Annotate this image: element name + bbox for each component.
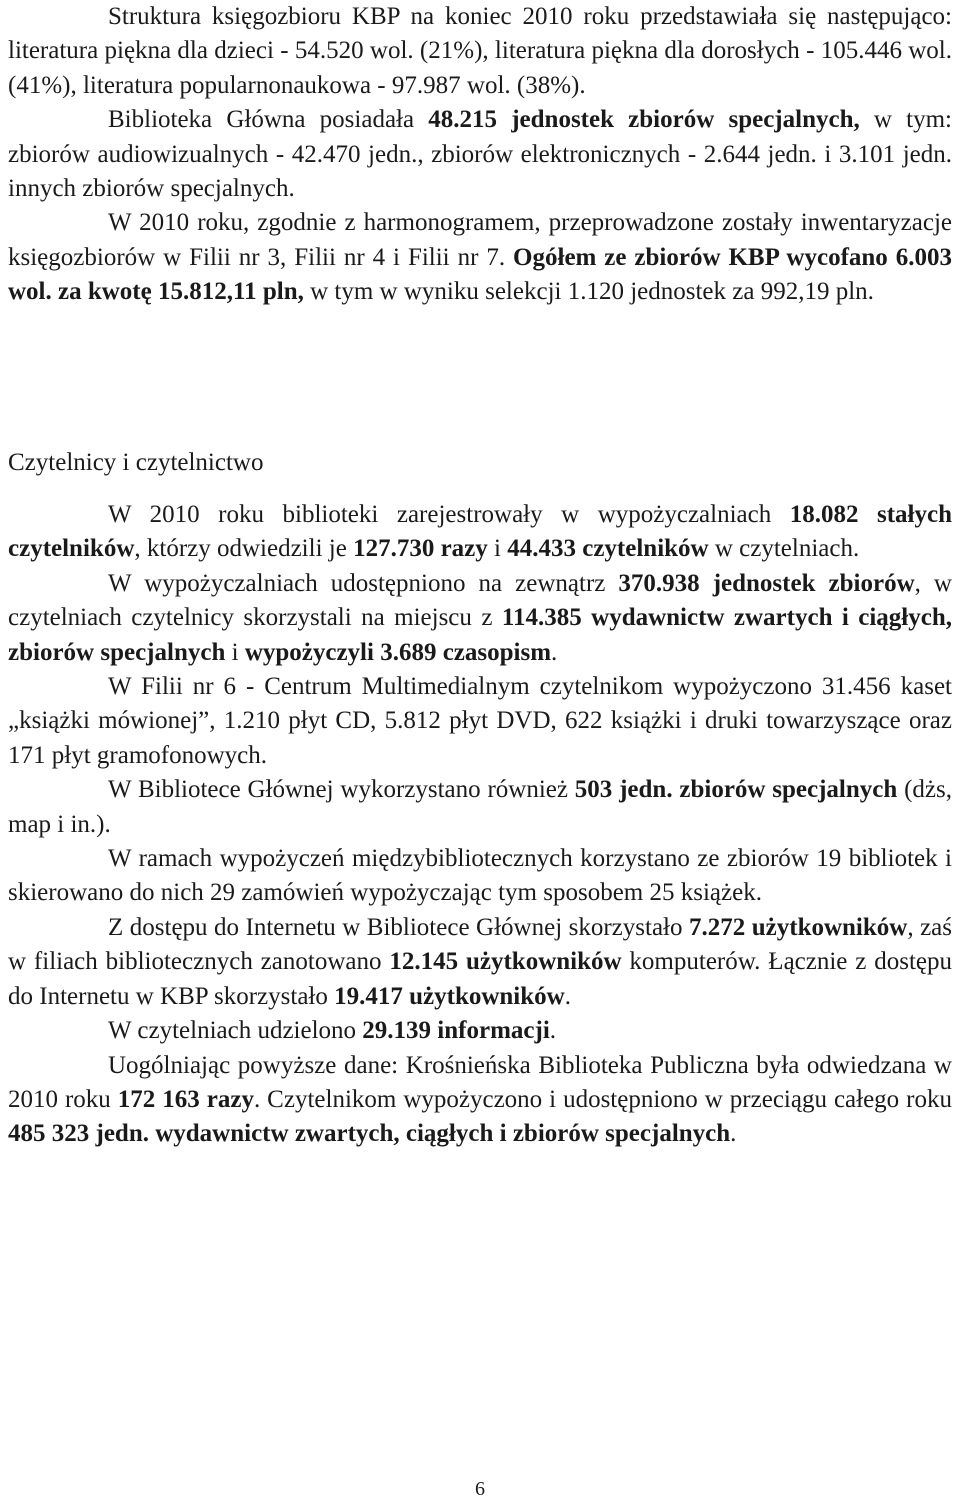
text-run: , którzy odwiedzili je [134, 535, 354, 563]
summary-paragraph [8, 1049, 952, 1152]
text-run: , zaś w filiach bibliotecznych zanotowano [8, 913, 953, 976]
loans-paragraph [8, 567, 952, 670]
text-run: i [225, 638, 245, 666]
bold-run: 19.417 użytkowników [334, 982, 565, 1010]
information-paragraph [8, 1014, 952, 1048]
bold-run: wypożyczyli 3.689 czasopism [244, 638, 552, 666]
bold-run: 503 jedn. zbiorów specjalnych [574, 776, 898, 804]
bold-run: 172 163 razy [117, 1085, 254, 1113]
special-collections-paragraph [8, 103, 952, 206]
bold-run: 114.385 wydawnictw zwartych i ciągłych, zbiorów specjalnych [8, 604, 952, 666]
collection-section [8, 0, 952, 310]
bold-run: 29.139 informacji [362, 1017, 550, 1045]
collection-structure-text: Struktura księgozbioru KBP na koniec 2010 roku przedstawiała się następująco: literatura piękna dla dzieci - 54.520 wol. (21%), literatura piękna dla dorosłych - 105.446 wol. (41%), literatura popularnonaukowa - 97.987 wol. (38%). [8, 3, 952, 99]
text-run: w tym: zbiorów audiowizualnych - 42.470 jedn., zbiorów elektronicznych - 2.644 jedn. i 3.101 jedn. innych zbiorów specjalnych. [8, 106, 952, 203]
text-run: W 2010 roku, zgodnie z harmonogramem, przeprowadzone zostały inwentaryzacje księgozbiorów w Filii nr 3, Filii nr 4 i Filii nr 7. [8, 209, 952, 271]
text-run: W czytelniach udzielono [108, 1017, 363, 1045]
text-run: Z dostępu do Internetu w Bibliotece Głównej skorzystało [108, 913, 689, 941]
interlibrary-loans-paragraph [8, 842, 952, 911]
text-run: w tym w wyniku selekcji 1.120 jednostek za 992,19 pln. [303, 278, 874, 306]
multimedia-paragraph [8, 670, 952, 773]
text-run: W Bibliotece Głównej wykorzystano również [108, 776, 575, 804]
special-collections-use-paragraph [8, 773, 952, 842]
text-run: (dżs, map i in.). [8, 776, 952, 838]
text-run: w czytelniach. [708, 535, 860, 563]
bold-run: 12.145 użytkowników [389, 948, 622, 976]
text-run: W ramach wypożyczeń międzybibliotecznych korzystano ze zbiorów 19 bibliotek i skierowano do nich 29 zamówień wypożyczając tym sposobem 25 książek. [8, 845, 952, 907]
text-run: W Filii nr 6 - Centrum Multimedialnym czytelnikom wypożyczono 31.456 kaset „książki mówionej”, 1.210 płyt CD, 5.812 płyt DVD, 622 książki i druki towarzyszące oraz 171 płyt gramofonowych. [8, 673, 952, 769]
text-run: W wypożyczalniach udostępniono na zewnątrz [108, 569, 619, 597]
text-run: Uogólniając powyższe dane: Krośnieńska Biblioteka Publiczna była odwiedzana w 2010 roku [8, 1051, 952, 1113]
text-run: . [730, 1120, 737, 1148]
text-run: . [551, 638, 558, 666]
section-heading: Czytelnicy i czytelnictwo [8, 449, 264, 476]
page-number: 6 [475, 1478, 485, 1500]
readers-section [8, 498, 952, 1152]
text-run: , w czytelniach czytelnicy skorzystali na miejscu z [8, 569, 952, 632]
text-run: . Czytelnikom wypożyczono i udostępniono w przeciągu całego roku [253, 1085, 952, 1113]
bold-run: 485 323 jedn. wydawnictw zwartych, ciągłych i zbiorów specjalnych [8, 1120, 731, 1148]
internet-access-paragraph [8, 911, 952, 1014]
collection-structure-paragraph [8, 0, 952, 103]
text-run: W 2010 roku biblioteki zarejestrowały w wypożyczalniach [108, 501, 790, 528]
bold-run: 18.082 stałych czytelników [8, 501, 952, 563]
text-run: . [564, 982, 571, 1010]
text-run: . [549, 1017, 557, 1045]
text-run: Biblioteka Główna posiadała [108, 106, 429, 134]
bold-run: 44.433 czytelników [507, 535, 709, 563]
text-run: i [487, 535, 508, 563]
bold-run: 127.730 razy [353, 535, 488, 563]
bold-run: Ogółem ze zbiorów KBP wycofano 6.003 wol. za kwotę 15.812,11 pln, [8, 243, 953, 306]
bold-run: 370.938 jednostek zbiorów [618, 569, 915, 597]
inventory-paragraph [8, 206, 952, 309]
text-run: komputerów. Łącznie z dostępu do Internetu w KBP skorzystało [8, 948, 952, 1010]
bold-run: 7.272 użytkowników [689, 913, 908, 941]
registered-readers-paragraph [8, 498, 952, 567]
bold-run: 48.215 jednostek zbiorów specjalnych, [428, 106, 860, 134]
